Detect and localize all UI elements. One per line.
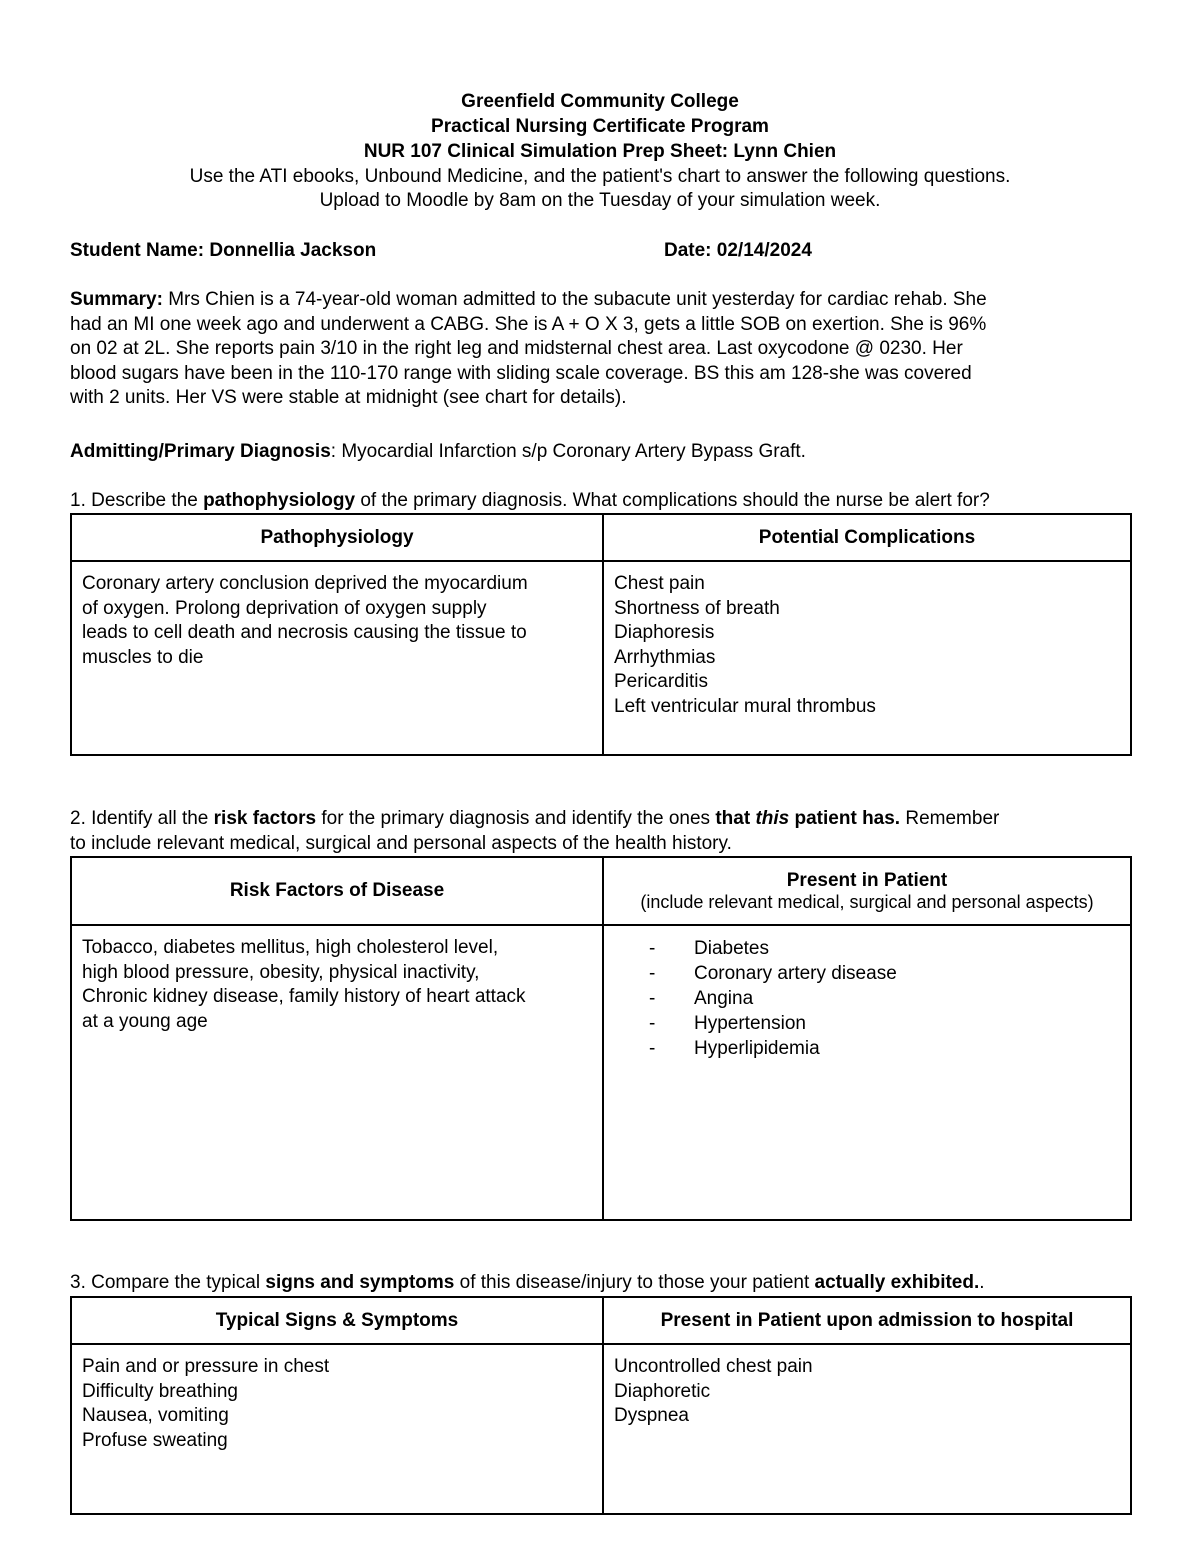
q3-suffix: .	[979, 1272, 985, 1293]
list-item: - Angina	[649, 986, 1120, 1011]
present-in-patient-title: Present in Patient	[786, 869, 948, 891]
present-in-patient-subtitle: (include relevant medical, surgical and personal aspects)	[640, 891, 1094, 912]
pathophysiology-line: leads to cell death and necrosis causing the tissue to	[82, 622, 527, 643]
q1-suffix: of the primary diagnosis. What complications should the nurse be alert for?	[355, 490, 990, 511]
pathophysiology-line: Coronary artery conclusion deprived the myocardium	[82, 573, 528, 594]
program-name: Practical Nursing Certificate Program	[431, 116, 769, 137]
instructions-line-1: Use the ATI ebooks, Unbound Medicine, and the patient's chart to answer the following questions.	[189, 166, 1011, 187]
list-item: - Diabetes	[649, 936, 1120, 961]
complication-item: Diaphoresis	[614, 622, 715, 643]
signs-symptoms-table	[70, 1296, 1132, 1515]
instructions-line-2: Upload to Moodle by 8am on the Tuesday of your simulation week.	[319, 190, 881, 211]
summary-line-4: blood sugars have been in the 110-170 range with sliding scale coverage. BS this am 128-she was covered	[70, 362, 972, 384]
typical-sign-item: Profuse sweating	[82, 1429, 228, 1451]
student-name-label: Student Name:	[70, 240, 205, 261]
question-2	[70, 807, 1132, 856]
date-label: Date:	[664, 240, 712, 261]
patient-signs-header: Present in Patient upon admission to hospital	[603, 1297, 1131, 1344]
patient-sign-item: Diaphoretic	[614, 1380, 711, 1402]
list-item: - Hyperlipidemia	[649, 1036, 1120, 1061]
patient-risk-list	[614, 936, 1120, 1061]
risk-factor-line: Tobacco, diabetes mellitus, high cholesterol level,	[82, 937, 499, 958]
typical-sign-item: Nausea, vomiting	[82, 1405, 229, 1426]
summary-line-3: on 02 at 2L. She reports pain 3/10 in the right leg and midsternal chest area. Last oxycodone @ 0230. Her	[70, 338, 963, 359]
patient-sign-item: Dyspnea	[614, 1405, 689, 1426]
complication-item: Left ventricular mural thrombus	[614, 695, 876, 717]
q2-bold-patient: patient has.	[789, 808, 901, 829]
q3-bold-exhibited: actually exhibited.	[814, 1272, 980, 1293]
pathophysiology-table	[70, 513, 1132, 756]
typical-sign-item: Pain and or pressure in chest	[82, 1356, 330, 1377]
q3-mid: of this disease/injury to those your patient	[454, 1272, 815, 1293]
diagnosis-value: : Myocardial Infarction s/p Coronary Artery Bypass Graft.	[330, 441, 806, 462]
present-in-patient-header	[603, 857, 1131, 925]
q1-prefix: 1. Describe the	[70, 490, 204, 511]
complication-item: Chest pain	[614, 573, 705, 594]
patient-sign-item: Uncontrolled chest pain	[614, 1356, 813, 1377]
typical-signs-cell	[71, 1344, 603, 1514]
student-name-value: Donnellia Jackson	[209, 240, 377, 261]
q2-prefix: 2. Identify all the	[70, 808, 214, 829]
risk-factors-header: Risk Factors of Disease	[71, 857, 603, 925]
patient-signs-cell	[603, 1344, 1131, 1514]
q1-keyword: pathophysiology	[203, 490, 356, 511]
q3-prefix: 3. Compare the typical	[70, 1272, 266, 1293]
complication-item: Pericarditis	[614, 671, 708, 692]
typical-signs-header: Typical Signs & Symptoms	[71, 1297, 603, 1344]
risk-factor-line: high blood pressure, obesity, physical inactivity,	[82, 961, 480, 983]
risk-factor-line: at a young age	[82, 1010, 208, 1032]
pathophysiology-line: of oxygen. Prolong deprivation of oxygen supply	[82, 597, 487, 619]
list-item: - Hypertension	[649, 1011, 1120, 1036]
q3-keyword: signs and symptoms	[265, 1272, 455, 1293]
pathophysiology-cell	[71, 561, 603, 755]
primary-diagnosis	[70, 440, 1132, 465]
complication-item: Shortness of breath	[614, 597, 780, 619]
q2-line-2: to include relevant medical, surgical and personal aspects of the health history.	[70, 832, 732, 854]
risk-factors-cell	[71, 925, 603, 1220]
pathophysiology-line: muscles to die	[82, 646, 204, 668]
complications-cell	[603, 561, 1131, 755]
college-name: Greenfield Community College	[461, 91, 739, 112]
summary-label: Summary:	[70, 289, 163, 310]
typical-sign-item: Difficulty breathing	[82, 1380, 238, 1402]
date-row	[664, 239, 1064, 264]
q2-mid: for the primary diagnosis and identify the ones	[316, 808, 716, 829]
list-item: - Coronary artery disease	[649, 961, 1120, 986]
patient-risk-factors-cell	[603, 925, 1131, 1220]
q2-suffix: Remember	[900, 808, 1000, 829]
pathophysiology-header: Pathophysiology	[71, 514, 603, 561]
q2-keyword: risk factors	[213, 808, 317, 829]
q2-bold-that: that	[715, 808, 756, 829]
risk-factor-line: Chronic kidney disease, family history of heart attack	[82, 986, 526, 1007]
date-value: 02/14/2024	[716, 240, 812, 261]
q2-bold-this: this	[755, 808, 790, 829]
question-1	[70, 489, 1132, 514]
summary-line-5: with 2 units. Her VS were stable at midnight (see chart for details).	[70, 387, 627, 408]
summary-line-2: had an MI one week ago and underwent a CABG. She is A + O X 3, gets a little SOB on exertion. She is 96%	[70, 313, 987, 335]
summary-line-1: Mrs Chien is a 74-year-old woman admitted to the subacute unit yesterday for cardiac rehab. She	[168, 289, 987, 310]
complication-item: Arrhythmias	[614, 646, 716, 668]
question-3	[70, 1271, 1132, 1296]
sheet-title: NUR 107 Clinical Simulation Prep Sheet: Lynn Chien	[363, 141, 837, 162]
risk-factors-table	[70, 856, 1132, 1221]
summary-block	[70, 288, 1132, 411]
diagnosis-label: Admitting/Primary Diagnosis	[70, 441, 331, 462]
complications-header: Potential Complications	[603, 514, 1131, 561]
